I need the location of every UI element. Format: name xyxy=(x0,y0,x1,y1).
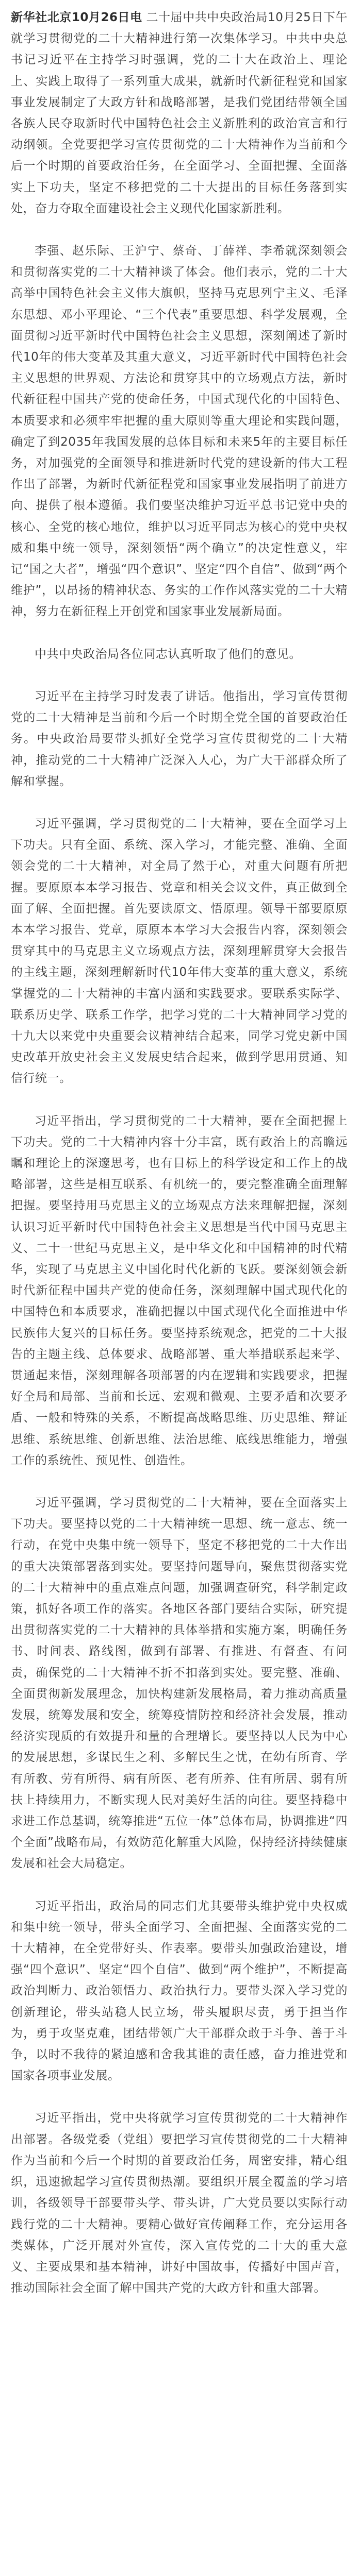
article-paragraph: 习近平指出，学习贯彻党的二十大精神，要在全面把握上下功夫。党的二十大精神内容十分丰富，既有政治上的高瞻远瞩和理论上的深邃思考，也有目标上的科学设定和工作上的战略部署，这些是相互联系、有机统一的，要完整准确全面理解把握。要坚持用马克思主义的立场观点方法来理解把握，深刻认识习近平新时代中国特色社会主义思想是当代中国马克思主义、二十一世纪马克思主义，是中华文化和中国精神的时代精华，实现了马克思主义中国化时代化新的飞跃。要深刻领会新时代新征程中国共产党的使命任务，深刻理解中国式现代化的中国特色和本质要求，准确把握以中国式现代化全面推进中华民族伟大复兴的目标任务。要坚持系统观念，把党的二十大报告的主题主线、总体要求、战略部署、重大举措联系起来学、贯通起来悟，深刻理解各项部署的内在逻辑和实践要求，把握好全局和局部、当前和长远、宏观和微观、主要矛盾和次要矛盾、一般和特殊的关系，不断提高战略思维、历史思维、辩证思维、系统思维、创新思维、法治思维、底线思维能力，增强工作的系统性、预见性、创造性。 xyxy=(11,1114,348,1467)
article-paragraph: 习近平强调，学习贯彻党的二十大精神，要在全面落实上下功夫。要坚持以党的二十大精神统一思想、统一意志、统一行动，在党中央集中统一领导下，坚定不移把党的二十大作出的重大决策部署落到实处。要坚持问题导向，聚焦贯彻落实党的二十大精神中的重点难点问题，加强调查研究，科学制定政策，抓好各项工作的落实。各地区各部门要结合实际，研究提出贯彻落实党的二十大精神的具体举措和实施方案，明确任务书、时间表、路线图，做到有部署、有推进、有督查、有问责，确保党的二十大精神不折不扣落到实处。要完整、准确、全面贯彻新发展理念，加快构建新发展格局，着力推动高质量发展，统筹发展和安全，统筹疫情防控和经济社会发展，推动经济实现质的有效提升和量的合理增长。要坚持以人民为中心的发展思想，多谋民生之利、多解民生之忧，在幼有所育、学有所教、劳有所得、病有所医、老有所养、住有所居、弱有所扶上持续用力，不断实现人民对美好生活的向往。要坚持稳中求进工作总基调，统筹推进“五位一体”总体布局，协调推进“四个全面”战略布局，有效防范化解重大风险，保持经济持续健康发展和社会大局稳定。 xyxy=(11,1496,348,1871)
article-paragraph-text: 二十届中共中央政治局10月25日下午就学习贯彻党的二十大精神进行第一次集体学习。中共中央总书记习近平在主持学习时强调，党的二十大在政治上、理论上、实践上取得了一系列重大成果，就新时代新征程党和国家事业发展制定了大政方针和战略部署，是我们党团结带领全国各族人民夺取新时代中国特色社会主义新胜利的政治宣言和行动纲领。全党要把学习宣传贯彻党的二十大精神作为当前和今后一个时期的首要政治任务，在全面学习、全面把握、全面落实上下功夫，坚定不移把党的二十大提出的目标任务落到实处，奋力夺取全面建设社会主义现代化国家新胜利。 xyxy=(11,11,348,215)
article-dateline: 新华社北京10月26日电 xyxy=(11,11,142,24)
article-paragraph: 习近平在主持学习时发表了讲话。他指出，学习宣传贯彻党的二十大精神是当前和今后一个时期全党全国的首要政治任务。中央政治局要带头抓好全党学习宣传贯彻党的二十大精神，推动党的二十大精神广泛深入人心，为广大干部群众所了解和掌握。 xyxy=(11,689,348,788)
article-paragraph: 习近平指出，政治局的同志们尤其要带头维护党中央权威和集中统一领导，带头全面学习、全面把握、全面落实党的二十大精神，在全党带好头、作表率。要带头加强政治建设，增强“四个意识”、坚定“四个自信”、做到“两个维护”，不断提高政治判断力、政治领悟力、政治执行力。要带头深入学习党的创新理论，带头站稳人民立场，带头履职尽责，勇于担当作为，勇于攻坚克难，团结带领广大干部群众敢于斗争、善于斗争，以时不我待的紧迫感和舍我其谁的责任感，奋力推进党和国家各项事业发展。 xyxy=(11,1899,348,2083)
article-paragraph-lead xyxy=(11,7,348,219)
article-paragraph: 李强、赵乐际、王沪宁、蔡奇、丁薛祥、李希就深刻领会和贯彻落实党的二十大精神谈了体会。他们表示，党的二十大高举中国特色社会主义伟大旗帜，坚持马克思列宁主义、毛泽东思想、邓小平理论、“三个代表”重要思想、科学发展观，全面贯彻习近平新时代中国特色社会主义思想，深刻阐述了新时代10年的伟大变革及其重大意义，习近平新时代中国特色社会主义思想的世界观、方法论和贯穿其中的立场观点方法，新时代新征程中国共产党的使命任务，中国式现代化的中国特色、本质要求和必须牢牢把握的重大原则等重大理论和实践问题，确定了到2035年我国发展的总体目标和未来5年的主要目标任务，对加强党的全面领导和推进新时代党的建设新的伟大工程作出了部署，为新时代新征程党和国家事业发展指明了前进方向、提供了根本遵循。我们要坚决维护习近平总书记党中央的核心、全党的核心地位，维护以习近平同志为核心的党中央权威和集中统一领导，深刻领悟“两个确立”的决定性意义，牢记“国之大者”，增强“四个意识”、坚定“四个自信”、做到“两个维护”，以昂扬的精神状态、务实的工作作风落实党的二十大精神，努力在新征程上开创党和国家事业发展新局面。 xyxy=(11,244,348,619)
article-paragraph: 习近平指出，党中央将就学习宣传贯彻党的二十大精神作出部署。各级党委（党组）要把学习宣传贯彻党的二十大精神作为当前和今后一个时期的首要政治任务，周密安排，精心组织，迅速掀起学习宣传贯彻热潮。要组织开展全覆盖的学习培训，各级领导干部要带头学、带头讲，广大党员要以实际行动践行党的二十大精神。要精心做好宣传阐释工作，充分运用各类媒体，广泛开展对外宣传，深入宣传党的二十大的重大意义、主要成果和基本精神，讲好中国故事，传播好中国声音，推动国际社会全面了解中国共产党的大政方针和重大部署。 xyxy=(11,2111,348,2295)
article-paragraph: 中共中央政治局各位同志认真听取了他们的意见。 xyxy=(35,647,301,661)
article-paragraph: 习近平强调，学习贯彻党的二十大精神，要在全面学习上下功夫。只有全面、系统、深入学习，才能完整、准确、全面领会党的二十大精神，对全局了然于心，对重大问题有所把握。要原原本本学习报告、党章和相关会议文件，真正做到全面了解、全面把握。首先要读原文、悟原理。领导干部要原原本本学习报告、党章，原原本本学习大会报告内容，深刻领会贯穿其中的马克思主义立场观点方法，深刻理解贯穿大会报告的主线主题，深刻理解新时代10年伟大变革的重大意义，系统掌握党的二十大精神的丰富内涵和实践要求。要联系实际学、联系历史学、联系工作学，把学习党的二十大精神同学习党的十九大以来党中央重要会议精神结合起来，同学习党史新中国史改革开放史社会主义发展史结合起来，做到学思用贯通、知信行统一。 xyxy=(11,817,348,1086)
